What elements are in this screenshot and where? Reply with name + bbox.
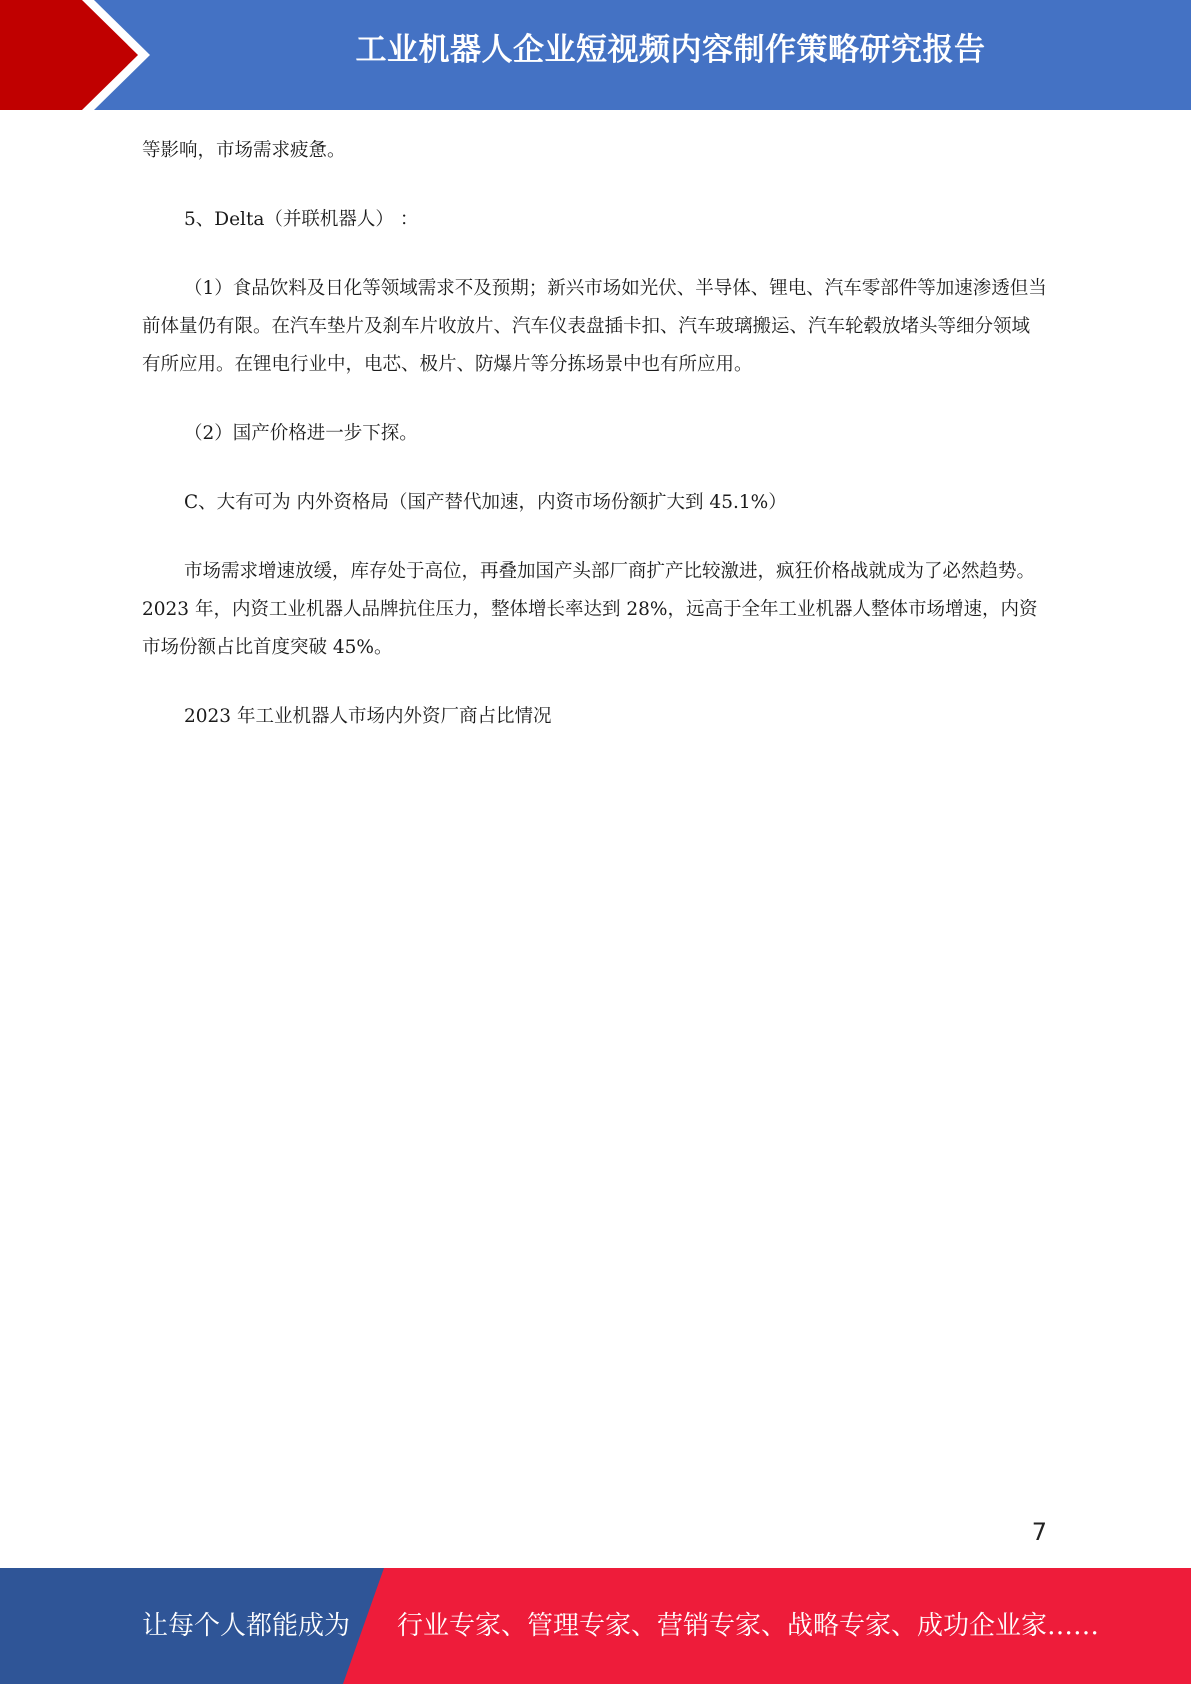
section-heading-delta: 5、Delta（并联机器人） ： [184, 209, 419, 230]
chevron-decoration-icon [0, 0, 180, 110]
header-banner [0, 0, 1191, 110]
paragraph-delta-price: （2）国产价格进一步下探。 [184, 423, 418, 444]
document-body [142, 132, 1047, 767]
paragraph-market-analysis: 市场需求增速放缓，库存处于高位，再叠加国产头部厂商扩产比较激进，疯狂价格战就成为了必然趋势。2023 年，内资工业机器人品牌抗住压力，整体增长率达到 28%，远高于全年工业机器人整体市场增速，内资市场份额占比首度突破 45%。 [142, 561, 1038, 658]
footer-slogan-right: 行业专家、管理专家、营销专家、战略专家、成功企业家…… [397, 1611, 1100, 1641]
paragraph-delta-demand: （1）食品饮料及日化等领域需求不及预期；新兴市场如光伏、半导体、锂电、汽车零部件等加速渗透但当前体量仍有限。在汽车垫片及刹车片收放片、汽车仪表盘插卡扣、汽车玻璃搬运、汽车轮毂放堵头等细分领域有所应用。在锂电行业中，电芯、极片、防爆片等分拣场景中也有所应用。 [142, 278, 1047, 375]
figure-caption: 2023 年工业机器人市场内外资厂商占比情况 [184, 706, 552, 727]
footer-slogan-left: 让每个人都能成为 [142, 1611, 351, 1641]
page-number: 7 [1031, 1518, 1047, 1546]
document-title: 工业机器人企业短视频内容制作策略研究报告 [355, 32, 986, 68]
paragraph-continuation: 等影响，市场需求疲惫。 [142, 140, 346, 161]
section-heading-domestic-share: C、大有可为 内外资格局（国产替代加速，内资市场份额扩大到 45.1%） [184, 492, 787, 513]
footer-banner [0, 1568, 1191, 1684]
